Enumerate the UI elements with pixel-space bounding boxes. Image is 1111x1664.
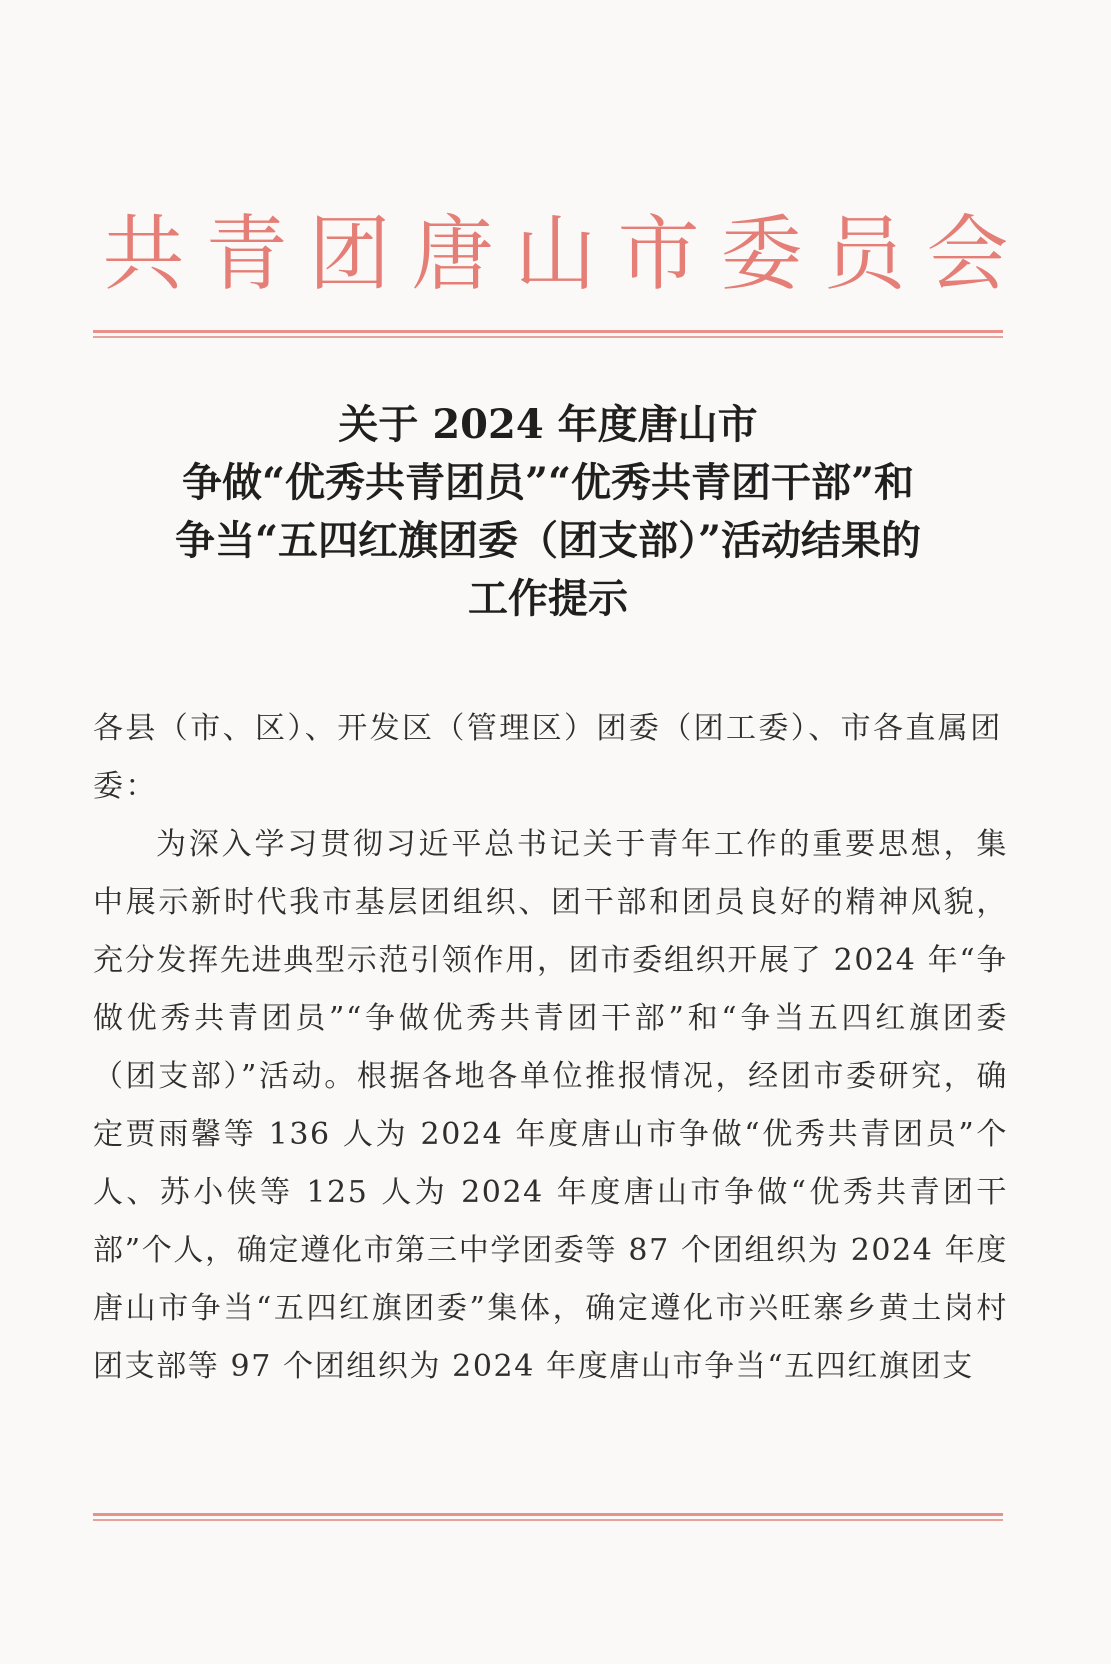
masthead-title: 共青团唐山市委员会 [102,207,1030,302]
masthead-rule [93,330,1003,338]
document-body [93,700,1008,1396]
addressee: 各县（市、区）、开发区（管理区）团委（团工委）、市各直属团委： [93,711,1003,804]
title-line-3: 争当“五四红旗团委（团支部）”活动结果的 [174,517,921,564]
body-paragraph: 为深入学习贯彻习近平总书记关于青年工作的重要思想，集中展示新时代我市基层团组织、团干部和团员良好的精神风貌，充分发挥先进典型示范引领作用，团市委组织开展了 2024 年“争做优秀共青团员”“争做优秀共青团干部”和“争当五四红旗团委（团支部）”活动。根据各地各单位推报情况，经团市委研究，确定贾雨馨等 136 人为 2024 年度唐山市争做“优秀共青团员”个人、苏小侠等 125 人为 2024 年度唐山市争做“优秀共青团干部”个人，确定遵化市第三中学团委等 87 个团组织为 2024 年度唐山市争当“五四红旗团委”集体，确定遵化市兴旺寨乡黄土岗村团支部等 97 个团组织为 2024 年度唐山市争当“五四红旗团支 [93,827,1008,1384]
title-line-2: 争做“优秀共青团员”“优秀共青团干部”和 [181,459,915,506]
document-title [93,396,1003,628]
title-line-1: 关于 2024 年度唐山市 [338,401,758,448]
footer-rule [93,1513,1003,1521]
title-line-4: 工作提示 [468,575,628,622]
